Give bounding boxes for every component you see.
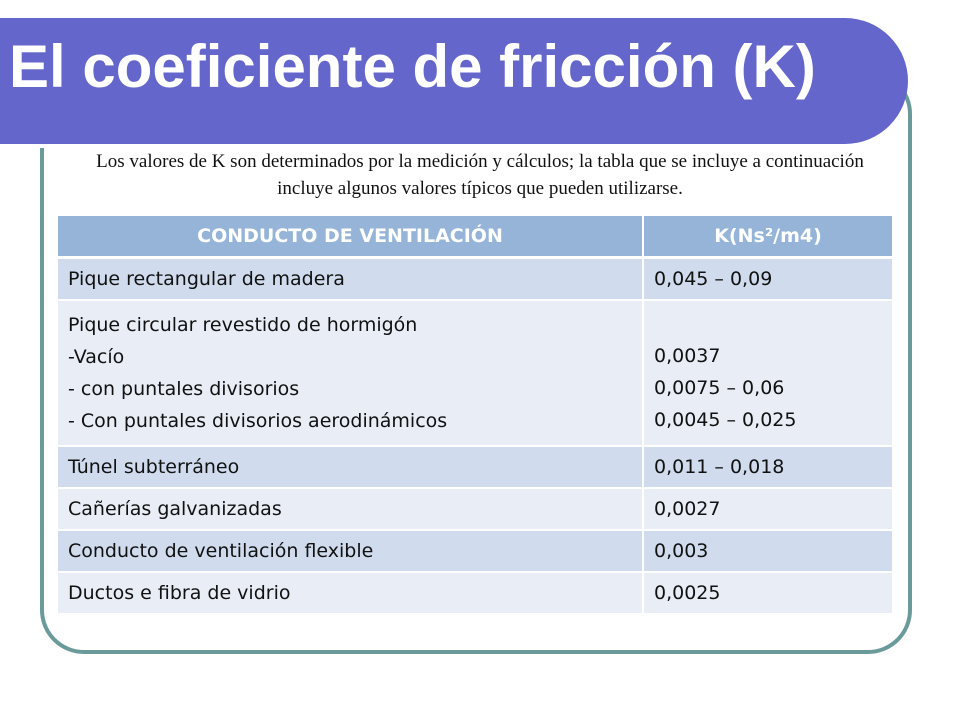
table-row xyxy=(58,530,892,572)
conducto-cell xyxy=(58,258,643,301)
conducto-text: Pique rectangular de madera xyxy=(68,268,345,290)
k-value: 0,011 – 0,018 xyxy=(654,456,785,478)
conducto-text: - con puntales divisorios xyxy=(68,378,300,400)
k-cell xyxy=(643,300,892,446)
table-row xyxy=(58,446,892,488)
table-row xyxy=(58,572,892,614)
k-cell xyxy=(643,530,892,572)
header-k: K(Ns²/m4) xyxy=(643,216,892,258)
conducto-cell xyxy=(58,300,643,446)
friction-coefficient-table xyxy=(58,216,892,615)
k-value: 0,003 xyxy=(654,540,709,562)
k-value: 0,045 – 0,09 xyxy=(654,268,773,290)
slide-title: El coeficiente de fricción (K) xyxy=(9,33,816,100)
k-value: 0,0037 xyxy=(654,345,721,367)
conducto-text: Cañerías galvanizadas xyxy=(68,498,282,520)
k-value: 0,0027 xyxy=(654,498,721,520)
conducto-text: - Con puntales divisorios aerodinámicos xyxy=(68,410,448,432)
k-value: 0,0025 xyxy=(654,582,721,604)
conducto-text: Conducto de ventilación flexible xyxy=(68,540,374,562)
k-cell xyxy=(643,258,892,301)
conducto-text: Ductos e fibra de vidrio xyxy=(68,582,291,604)
k-value: 0,0075 – 0,06 xyxy=(654,377,785,399)
table-header-row xyxy=(58,216,892,258)
table-row xyxy=(58,488,892,530)
conducto-text: Pique circular revestido de hormigón xyxy=(68,314,418,336)
k-value: 0,0045 – 0,025 xyxy=(654,409,797,431)
k-cell xyxy=(643,488,892,530)
intro-text: Los valores de K son determinados por la medición y cálculos; la tabla que se incluye a continuación incluye algunos valores típicos que pueden utilizarse. xyxy=(96,151,864,199)
conducto-cell xyxy=(58,446,643,488)
conducto-cell xyxy=(58,572,643,614)
conducto-cell xyxy=(58,530,643,572)
k-cell xyxy=(643,572,892,614)
k-cell xyxy=(643,446,892,488)
table-row xyxy=(58,258,892,301)
table-row xyxy=(58,300,892,446)
header-conducto: CONDUCTO DE VENTILACIÓN xyxy=(58,216,643,258)
conducto-text: Túnel subterráneo xyxy=(68,456,240,478)
conducto-cell xyxy=(58,488,643,530)
conducto-text: -Vacío xyxy=(68,346,125,368)
